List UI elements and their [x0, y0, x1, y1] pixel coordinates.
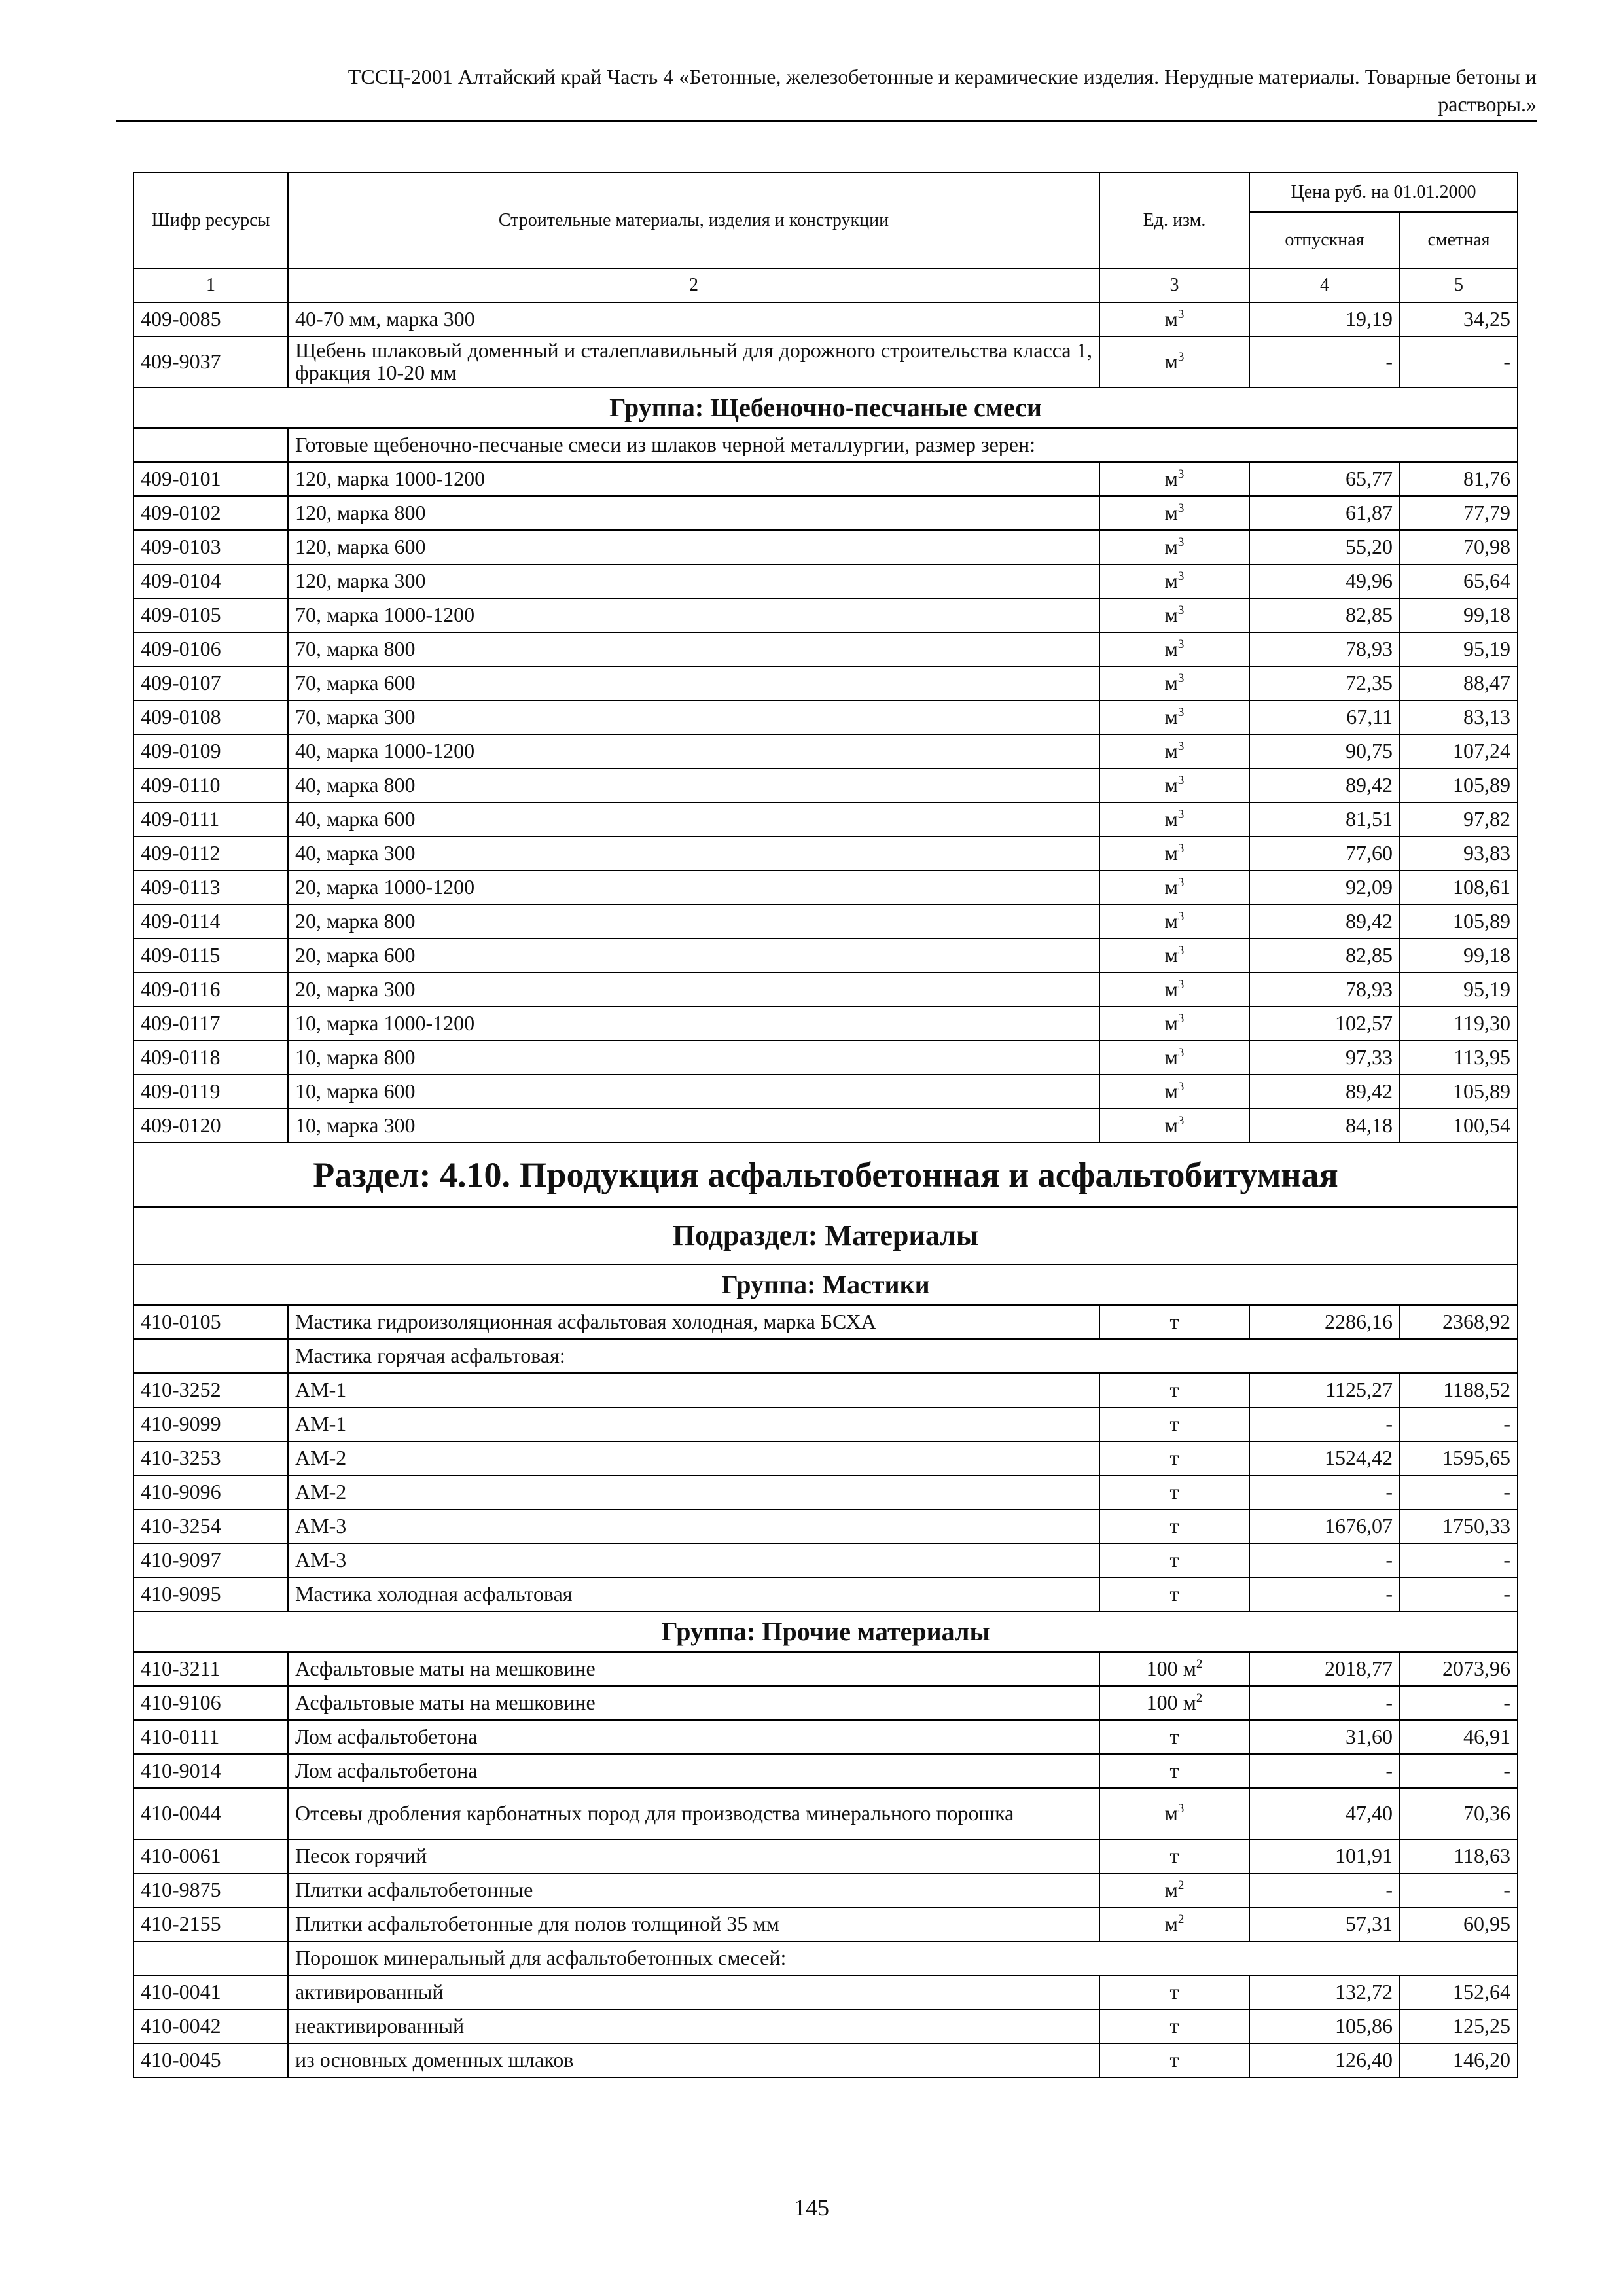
release-price-cell: 105,86 [1249, 2009, 1400, 2043]
unit-cell: $м^3$ [1099, 1075, 1249, 1109]
code-cell: 410-0105 [134, 1305, 288, 1339]
name-cell: Асфальтовые маты на мешковине [288, 1652, 1099, 1686]
table-row [134, 905, 1518, 939]
estimate-price-cell: 46,91 [1400, 1720, 1518, 1754]
release-price-cell: 101,91 [1249, 1839, 1400, 1873]
table-row [134, 734, 1518, 768]
unit-cell: т [1099, 1754, 1249, 1788]
estimate-price-cell: - [1400, 1407, 1518, 1441]
code-cell: 409-0101 [134, 462, 288, 496]
estimate-price-cell: 95,19 [1400, 632, 1518, 666]
table-row [134, 564, 1518, 598]
name-cell: Песок горячий [288, 1839, 1099, 1873]
section-title-row [134, 1143, 1518, 1207]
colnum-5: 5 [1400, 268, 1518, 302]
table-row [134, 1788, 1518, 1839]
name-cell: 40, марка 300 [288, 836, 1099, 870]
unit-cell: $м^3$ [1099, 632, 1249, 666]
code-cell: 409-0105 [134, 598, 288, 632]
header-unit: Ед. изм. [1099, 173, 1249, 268]
estimate-price-cell: 99,18 [1400, 939, 1518, 973]
release-price-cell: 1524,42 [1249, 1441, 1400, 1475]
estimate-price-cell: 119,30 [1400, 1007, 1518, 1041]
table-row [134, 1577, 1518, 1611]
estimate-price-cell: 105,89 [1400, 905, 1518, 939]
code-cell: 409-0110 [134, 768, 288, 802]
unit-cell: т [1099, 1373, 1249, 1407]
unit-cell: т [1099, 1407, 1249, 1441]
name-cell: 20, марка 1000-1200 [288, 870, 1099, 905]
code-cell: 410-3254 [134, 1509, 288, 1543]
estimate-price-cell: 1188,52 [1400, 1373, 1518, 1407]
unit-cell: $м^3$ [1099, 939, 1249, 973]
release-price-cell: 2286,16 [1249, 1305, 1400, 1339]
section-title: Раздел: 4.10. Продукция асфальтобетонная и асфальтобитумная [134, 1143, 1518, 1207]
group-title-row [134, 1265, 1518, 1305]
name-cell: активированный [288, 1975, 1099, 2009]
release-price-cell: 67,11 [1249, 700, 1400, 734]
table-row [134, 1720, 1518, 1754]
estimate-price-cell: 100,54 [1400, 1109, 1518, 1143]
note-row [134, 1339, 1518, 1373]
table-row [134, 1652, 1518, 1686]
code-cell: 409-0118 [134, 1041, 288, 1075]
release-price-cell: 81,51 [1249, 802, 1400, 836]
page-header [116, 63, 1537, 118]
table-row [134, 666, 1518, 700]
release-price-cell: 89,42 [1249, 1075, 1400, 1109]
release-price-cell: 92,09 [1249, 870, 1400, 905]
colnum-4: 4 [1249, 268, 1400, 302]
code-cell: 409-9037 [134, 336, 288, 387]
table-header-row [134, 173, 1518, 212]
unit-cell: $м^3$ [1099, 734, 1249, 768]
release-price-cell: 49,96 [1249, 564, 1400, 598]
table-row [134, 530, 1518, 564]
unit-cell: $м^3$ [1099, 302, 1249, 336]
estimate-price-cell: 118,63 [1400, 1839, 1518, 1873]
table-row [134, 768, 1518, 802]
code-cell: 410-9014 [134, 1754, 288, 1788]
name-cell: 70, марка 600 [288, 666, 1099, 700]
unit-cell: $м^3$ [1099, 462, 1249, 496]
unit-cell: т [1099, 1475, 1249, 1509]
code-cell: 410-9875 [134, 1873, 288, 1907]
unit-cell: т [1099, 2043, 1249, 2077]
release-price-cell: - [1249, 336, 1400, 387]
table-row [134, 1754, 1518, 1788]
name-cell: АМ-2 [288, 1441, 1099, 1475]
code-cell: 409-0109 [134, 734, 288, 768]
unit-cell: $м^3$ [1099, 1007, 1249, 1041]
code-cell: 410-3252 [134, 1373, 288, 1407]
note-text: Готовые щебеночно-песчаные смеси из шлаков черной металлургии, размер зерен: [288, 428, 1518, 462]
code-cell: 409-0104 [134, 564, 288, 598]
table-row [134, 1686, 1518, 1720]
release-price-cell: - [1249, 1873, 1400, 1907]
release-price-cell: - [1249, 1475, 1400, 1509]
name-cell: 40, марка 1000-1200 [288, 734, 1099, 768]
estimate-price-cell: 105,89 [1400, 768, 1518, 802]
name-cell: 40, марка 600 [288, 802, 1099, 836]
name-cell: Отсевы дробления карбонатных пород для производства минерального порошка [288, 1788, 1099, 1839]
name-cell: Асфальтовые маты на мешковине [288, 1686, 1099, 1720]
name-cell: Плитки асфальтобетонные для полов толщиной 35 мм [288, 1907, 1099, 1941]
estimate-price-cell: 125,25 [1400, 2009, 1518, 2043]
unit-cell: $м^3$ [1099, 1788, 1249, 1839]
table-row [134, 1441, 1518, 1475]
subsection-title-row [134, 1207, 1518, 1265]
note-code-cell [134, 1339, 288, 1373]
table-row [134, 870, 1518, 905]
estimate-price-cell: 34,25 [1400, 302, 1518, 336]
name-cell: Лом асфальтобетона [288, 1720, 1099, 1754]
code-cell: 410-2155 [134, 1907, 288, 1941]
code-cell: 410-0041 [134, 1975, 288, 2009]
group-title: Группа: Мастики [134, 1265, 1518, 1305]
table-row [134, 802, 1518, 836]
code-cell: 410-9106 [134, 1686, 288, 1720]
price-table [133, 172, 1518, 2078]
code-cell: 409-0113 [134, 870, 288, 905]
table-row [134, 836, 1518, 870]
table-row [134, 632, 1518, 666]
unit-cell: $м^3$ [1099, 530, 1249, 564]
name-cell: АМ-3 [288, 1543, 1099, 1577]
code-cell: 409-0116 [134, 973, 288, 1007]
name-cell: 70, марка 1000-1200 [288, 598, 1099, 632]
estimate-price-cell: 93,83 [1400, 836, 1518, 870]
name-cell: 120, марка 600 [288, 530, 1099, 564]
note-code-cell [134, 1941, 288, 1975]
code-cell: 410-9096 [134, 1475, 288, 1509]
table-row [134, 462, 1518, 496]
unit-cell: $м^3$ [1099, 700, 1249, 734]
estimate-price-cell: - [1400, 1754, 1518, 1788]
release-price-cell: 89,42 [1249, 905, 1400, 939]
code-cell: 409-0117 [134, 1007, 288, 1041]
code-cell: 409-0111 [134, 802, 288, 836]
estimate-price-cell: 70,36 [1400, 1788, 1518, 1839]
note-row [134, 428, 1518, 462]
colnum-1: 1 [134, 268, 288, 302]
header-rule [116, 120, 1537, 122]
table-row [134, 939, 1518, 973]
estimate-price-cell: 77,79 [1400, 496, 1518, 530]
subsection-title: Подраздел: Материалы [134, 1207, 1518, 1265]
release-price-cell: 89,42 [1249, 768, 1400, 802]
release-price-cell: 2018,77 [1249, 1652, 1400, 1686]
unit-cell: т [1099, 1543, 1249, 1577]
estimate-price-cell: 108,61 [1400, 870, 1518, 905]
table-row [134, 1975, 1518, 2009]
table-row [134, 1475, 1518, 1509]
unit-cell: $м^3$ [1099, 336, 1249, 387]
header-code: Шифр ресурсы [134, 173, 288, 268]
name-cell: 70, марка 800 [288, 632, 1099, 666]
name-cell: Лом асфальтобетона [288, 1754, 1099, 1788]
release-price-cell: - [1249, 1754, 1400, 1788]
unit-cell: $м^3$ [1099, 973, 1249, 1007]
release-price-cell: 65,77 [1249, 462, 1400, 496]
unit-cell: т [1099, 2009, 1249, 2043]
estimate-price-cell: 81,76 [1400, 462, 1518, 496]
colnum-2: 2 [288, 268, 1099, 302]
unit-cell: т [1099, 1441, 1249, 1475]
code-cell: 410-9099 [134, 1407, 288, 1441]
estimate-price-cell: 99,18 [1400, 598, 1518, 632]
name-cell: АМ-2 [288, 1475, 1099, 1509]
unit-cell: $м^3$ [1099, 905, 1249, 939]
header-line-2: растворы.» [1438, 92, 1537, 116]
release-price-cell: 90,75 [1249, 734, 1400, 768]
release-price-cell: - [1249, 1686, 1400, 1720]
header-estimate: сметная [1400, 212, 1518, 268]
code-cell: 409-0107 [134, 666, 288, 700]
name-cell: АМ-3 [288, 1509, 1099, 1543]
table-row [134, 1109, 1518, 1143]
price-table-body [134, 173, 1518, 2077]
header-release: отпускная [1249, 212, 1400, 268]
unit-cell: т [1099, 1305, 1249, 1339]
code-cell: 410-9095 [134, 1577, 288, 1611]
unit-cell: $м^3$ [1099, 496, 1249, 530]
table-row [134, 1543, 1518, 1577]
code-cell: 410-0044 [134, 1788, 288, 1839]
release-price-cell: 19,19 [1249, 302, 1400, 336]
note-code-cell [134, 428, 288, 462]
estimate-price-cell: - [1400, 1686, 1518, 1720]
unit-cell: $м^3$ [1099, 836, 1249, 870]
table-row [134, 1041, 1518, 1075]
unit-cell: 100 $м^2$ [1099, 1686, 1249, 1720]
estimate-price-cell: - [1400, 1577, 1518, 1611]
page-number: 145 [794, 2195, 829, 2221]
name-cell: неактивированный [288, 2009, 1099, 2043]
colnum-3: 3 [1099, 268, 1249, 302]
table-row [134, 336, 1518, 387]
estimate-price-cell: 95,19 [1400, 973, 1518, 1007]
release-price-cell: 31,60 [1249, 1720, 1400, 1754]
estimate-price-cell: 1595,65 [1400, 1441, 1518, 1475]
note-row [134, 1941, 1518, 1975]
release-price-cell: 1676,07 [1249, 1509, 1400, 1543]
estimate-price-cell: 2073,96 [1400, 1652, 1518, 1686]
table-row [134, 2043, 1518, 2077]
estimate-price-cell: 152,64 [1400, 1975, 1518, 2009]
unit-cell: $м^3$ [1099, 564, 1249, 598]
table-row [134, 2009, 1518, 2043]
group-title: Группа: Прочие материалы [134, 1611, 1518, 1652]
name-cell: 20, марка 300 [288, 973, 1099, 1007]
name-cell: АМ-1 [288, 1373, 1099, 1407]
unit-cell: $м^3$ [1099, 666, 1249, 700]
table-row [134, 1075, 1518, 1109]
code-cell: 409-0108 [134, 700, 288, 734]
unit-cell: 100 $м^2$ [1099, 1652, 1249, 1686]
table-row [134, 700, 1518, 734]
name-cell: Щебень шлаковый доменный и сталеплавильный для дорожного строительства класса 1, фракция 10-20 мм [288, 336, 1099, 387]
estimate-price-cell: 65,64 [1400, 564, 1518, 598]
release-price-cell: 82,85 [1249, 939, 1400, 973]
unit-cell: т [1099, 1577, 1249, 1611]
release-price-cell: 47,40 [1249, 1788, 1400, 1839]
release-price-cell: 82,85 [1249, 598, 1400, 632]
code-cell: 409-0112 [134, 836, 288, 870]
unit-cell: $м^3$ [1099, 1041, 1249, 1075]
code-cell: 409-0102 [134, 496, 288, 530]
code-cell: 409-0114 [134, 905, 288, 939]
unit-cell: т [1099, 1839, 1249, 1873]
release-price-cell: - [1249, 1407, 1400, 1441]
estimate-price-cell: - [1400, 336, 1518, 387]
note-text: Порошок минеральный для асфальтобетонных смесей: [288, 1941, 1518, 1975]
table-row [134, 1839, 1518, 1873]
code-cell: 410-3211 [134, 1652, 288, 1686]
estimate-price-cell: - [1400, 1475, 1518, 1509]
table-row [134, 1907, 1518, 1941]
code-cell: 409-0106 [134, 632, 288, 666]
code-cell: 409-0085 [134, 302, 288, 336]
name-cell: 40-70 мм, марка 300 [288, 302, 1099, 336]
unit-cell: $м^3$ [1099, 802, 1249, 836]
unit-cell: т [1099, 1509, 1249, 1543]
code-cell: 409-0120 [134, 1109, 288, 1143]
code-cell: 409-0115 [134, 939, 288, 973]
unit-cell: т [1099, 1975, 1249, 2009]
code-cell: 409-0119 [134, 1075, 288, 1109]
name-cell: 40, марка 800 [288, 768, 1099, 802]
code-cell: 410-0061 [134, 1839, 288, 1873]
name-cell: 70, марка 300 [288, 700, 1099, 734]
release-price-cell: 1125,27 [1249, 1373, 1400, 1407]
unit-cell: $м^3$ [1099, 768, 1249, 802]
name-cell: 20, марка 800 [288, 905, 1099, 939]
release-price-cell: 78,93 [1249, 632, 1400, 666]
estimate-price-cell: 146,20 [1400, 2043, 1518, 2077]
group-title: Группа: Щебеночно-песчаные смеси [134, 387, 1518, 428]
estimate-price-cell: 1750,33 [1400, 1509, 1518, 1543]
table-row [134, 1007, 1518, 1041]
release-price-cell: 102,57 [1249, 1007, 1400, 1041]
estimate-price-cell: - [1400, 1543, 1518, 1577]
estimate-price-cell: 2368,92 [1400, 1305, 1518, 1339]
name-cell: 10, марка 1000-1200 [288, 1007, 1099, 1041]
table-colnum-row [134, 268, 1518, 302]
name-cell: Плитки асфальтобетонные [288, 1873, 1099, 1907]
name-cell: 120, марка 300 [288, 564, 1099, 598]
estimate-price-cell: 113,95 [1400, 1041, 1518, 1075]
name-cell: 10, марка 300 [288, 1109, 1099, 1143]
note-text: Мастика горячая асфальтовая: [288, 1339, 1518, 1373]
table-row [134, 973, 1518, 1007]
header-price: Цена руб. на 01.01.2000 [1249, 173, 1518, 212]
unit-cell: $м^3$ [1099, 598, 1249, 632]
code-cell: 410-9097 [134, 1543, 288, 1577]
release-price-cell: 57,31 [1249, 1907, 1400, 1941]
name-cell: 120, марка 800 [288, 496, 1099, 530]
name-cell: АМ-1 [288, 1407, 1099, 1441]
code-cell: 410-0042 [134, 2009, 288, 2043]
name-cell: из основных доменных шлаков [288, 2043, 1099, 2077]
release-price-cell: 77,60 [1249, 836, 1400, 870]
table-row [134, 302, 1518, 336]
table-row [134, 1407, 1518, 1441]
unit-cell: $м^3$ [1099, 1109, 1249, 1143]
name-cell: Мастика холодная асфальтовая [288, 1577, 1099, 1611]
release-price-cell: 84,18 [1249, 1109, 1400, 1143]
release-price-cell: 132,72 [1249, 1975, 1400, 2009]
table-row [134, 496, 1518, 530]
code-cell: 409-0103 [134, 530, 288, 564]
name-cell: 20, марка 600 [288, 939, 1099, 973]
name-cell: Мастика гидроизоляционная асфальтовая холодная, марка БСХА [288, 1305, 1099, 1339]
unit-cell: $м^3$ [1099, 870, 1249, 905]
release-price-cell: - [1249, 1577, 1400, 1611]
estimate-price-cell: 60,95 [1400, 1907, 1518, 1941]
release-price-cell: 72,35 [1249, 666, 1400, 700]
table-row [134, 1509, 1518, 1543]
release-price-cell: 78,93 [1249, 973, 1400, 1007]
code-cell: 410-3253 [134, 1441, 288, 1475]
release-price-cell: 55,20 [1249, 530, 1400, 564]
group-title-row [134, 387, 1518, 428]
estimate-price-cell: 83,13 [1400, 700, 1518, 734]
release-price-cell: 126,40 [1249, 2043, 1400, 2077]
code-cell: 410-0045 [134, 2043, 288, 2077]
unit-cell: $м^2$ [1099, 1873, 1249, 1907]
release-price-cell: - [1249, 1543, 1400, 1577]
group-title-row [134, 1611, 1518, 1652]
header-name: Строительные материалы, изделия и конструкции [288, 173, 1099, 268]
unit-cell: т [1099, 1720, 1249, 1754]
table-row [134, 1305, 1518, 1339]
estimate-price-cell: 107,24 [1400, 734, 1518, 768]
code-cell: 410-0111 [134, 1720, 288, 1754]
name-cell: 10, марка 600 [288, 1075, 1099, 1109]
release-price-cell: 97,33 [1249, 1041, 1400, 1075]
release-price-cell: 61,87 [1249, 496, 1400, 530]
name-cell: 120, марка 1000-1200 [288, 462, 1099, 496]
unit-cell: $м^2$ [1099, 1907, 1249, 1941]
header-line-1: ТССЦ-2001 Алтайский край Часть 4 «Бетонные, железобетонные и керамические изделия. Нерудные материалы. Товарные бетоны и [348, 65, 1537, 88]
name-cell: 10, марка 800 [288, 1041, 1099, 1075]
estimate-price-cell: 97,82 [1400, 802, 1518, 836]
estimate-price-cell: - [1400, 1873, 1518, 1907]
estimate-price-cell: 105,89 [1400, 1075, 1518, 1109]
table-row [134, 598, 1518, 632]
estimate-price-cell: 88,47 [1400, 666, 1518, 700]
table-row [134, 1373, 1518, 1407]
estimate-price-cell: 70,98 [1400, 530, 1518, 564]
table-row [134, 1873, 1518, 1907]
